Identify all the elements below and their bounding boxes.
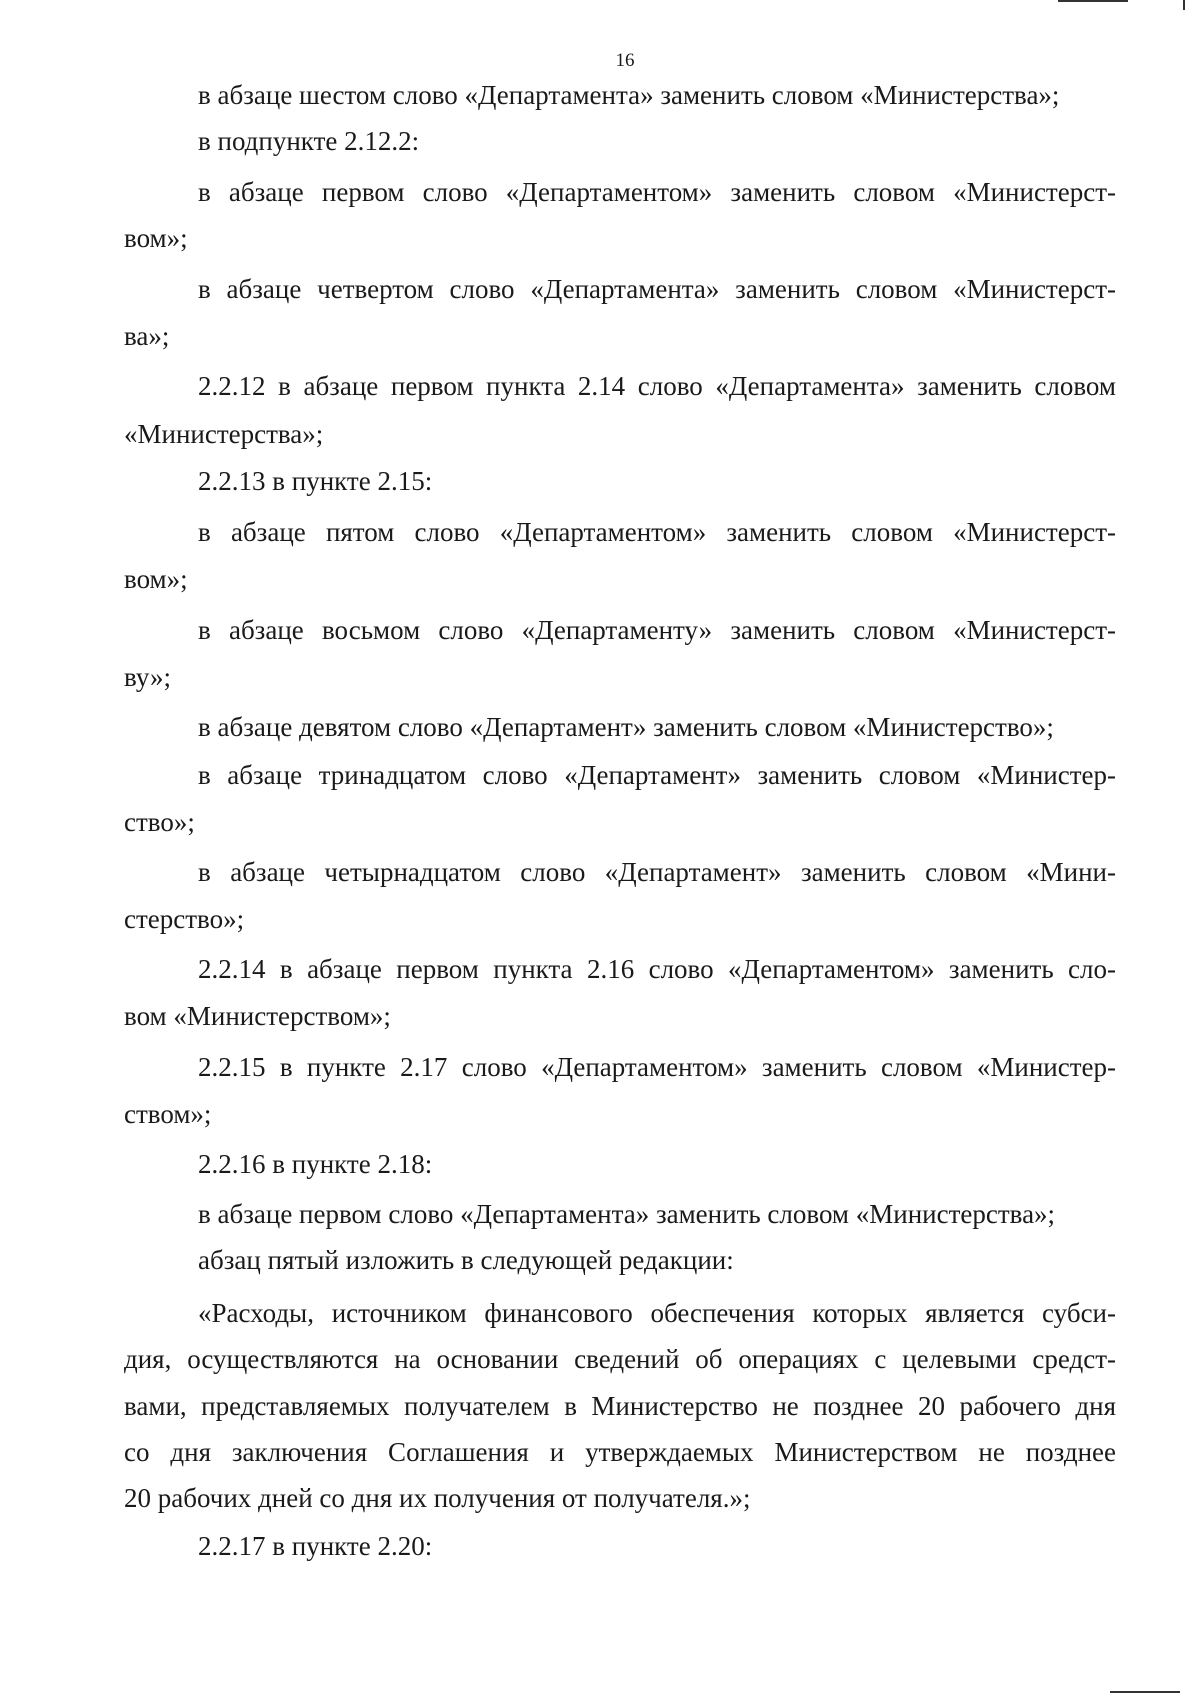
page-number: 16 [615,50,635,71]
text-line: в абзаце четырнадцатом слово «Департамент» заменить словом «Мини- [198,857,1116,887]
text-line: 2.2.15 в пункте 2.17 слово «Департаментом» заменить словом «Министер- [198,1052,1116,1082]
text-line: ство»; [124,807,195,837]
text-line: «Министерства»; [124,419,324,449]
text-line: вом «Министерством»; [124,1001,391,1031]
text-line: 2.2.16 в пункте 2.18: [198,1149,433,1179]
text-line: 20 рабочих дней со дня их получения от получателя.»; [124,1483,751,1513]
scan-edge-mark [1058,0,1128,2]
text-line: 2.2.12 в абзаце первом пункта 2.14 слово «Департамента» заменить словом [198,371,1116,401]
text-line: ством»; [124,1099,212,1129]
text-line: в абзаце тринадцатом слово «Департамент» заменить словом «Министер- [198,760,1116,790]
text-line: ва»; [124,321,170,351]
text-line: ву»; [124,662,171,692]
text-line: в абзаце пятом слово «Департаментом» заменить словом «Министерст- [198,517,1116,547]
text-line: в подпункте 2.12.2: [198,126,420,156]
text-line: в абзаце восьмом слово «Департаменту» заменить словом «Министерст- [198,615,1116,645]
text-line: дия, осуществляются на основании сведений об операциях с целевыми средст- [124,1344,1116,1374]
text-line: 2.2.17 в пункте 2.20: [198,1531,433,1561]
scan-edge-mark [1110,1691,1180,1693]
text-line: абзац пятый изложить в следующей редакции: [198,1245,734,1275]
text-line: стерство»; [124,904,245,934]
text-line: в абзаце шестом слово «Департамента» заменить словом «Министерства»; [198,80,1060,110]
text-line: вом»; [124,564,188,594]
text-line: «Расходы, источником финансового обеспечения которых является субси- [198,1298,1116,1328]
scan-edge-mark [1183,0,1185,10]
text-line: со дня заключения Соглашения и утверждаемых Министерством не позднее [124,1437,1116,1467]
text-line: в абзаце четвертом слово «Департамента» заменить словом «Министерст- [198,274,1116,304]
text-line: вом»; [124,223,188,253]
text-line: 2.2.13 в пункте 2.15: [198,466,433,496]
text-line: вами, представляемых получателем в Министерство не позднее 20 рабочего дня [124,1391,1116,1421]
text-line: в абзаце первом слово «Департамента» заменить словом «Министерства»; [198,1199,1056,1229]
text-line: в абзаце первом слово «Департаментом» заменить словом «Министерст- [198,177,1116,207]
text-line: 2.2.14 в абзаце первом пункта 2.16 слово «Департаментом» заменить сло- [198,954,1116,984]
text-line: в абзаце девятом слово «Департамент» заменить словом «Министерство»; [198,712,1054,742]
